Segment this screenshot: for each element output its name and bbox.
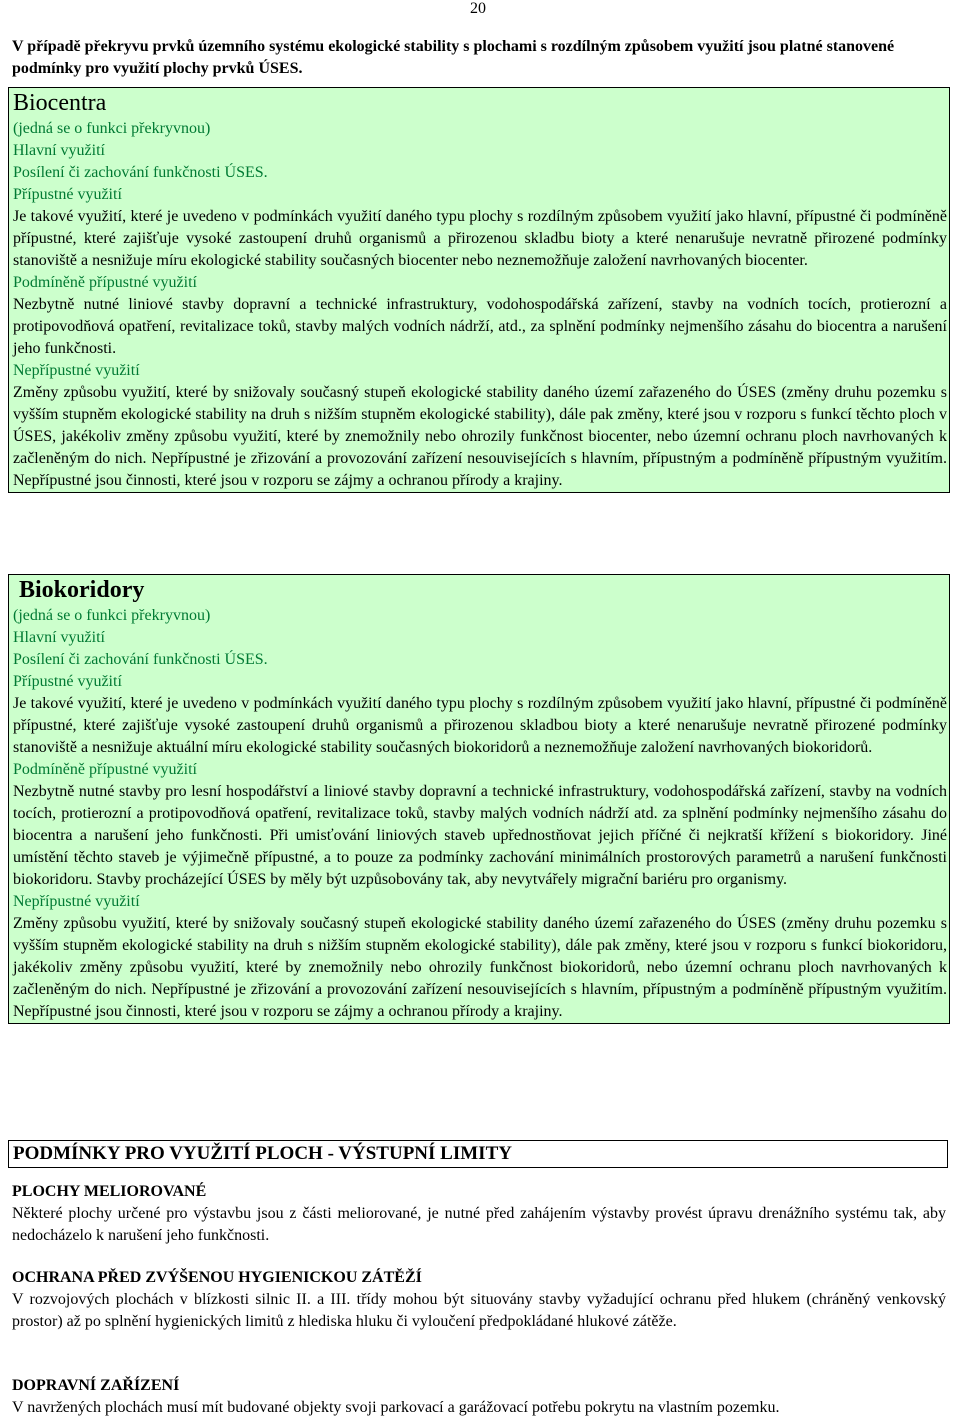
biocentra-allowed-text: Je takové využití, které je uvedeno v podmínkách využití daného typu plochy s rozdílným způsobem využití jako hlavní, přípustné či podmíněně přípustné, které zajišťuje vysoké zastoupení druhů organismů a přirozenou skladbu bioty a které nenarušuje nevratně přirozené podmínky stanoviště a nesnižuje míru ekologické stability současných biocenter nebo neznemožňuje založení navrhovaných biocenter. bbox=[13, 208, 947, 269]
intro-paragraph: V případě překryvu prvků územního systému ekologické stability s plochami s rozdílným způsobem využití jsou platné stanovené podmínky pro využití plochy prvků ÚSES. bbox=[12, 38, 895, 77]
biocentra-conditional-text: Nezbytně nutné liniové stavby dopravní a technické infrastruktury, vodohospodářská zařízení, stavby na vodních tocích, protierozní a protipovodňová opatření, revitalizace toků, stavby malých vodních nádrží, atd., za splnění podmínky nejmenšího zásahu do biocentra a narušení jeho funkčnosti. bbox=[13, 296, 947, 357]
biocentra-forbidden-text: Změny způsobu využití, které by snižovaly současný stupeň ekologické stability daného území zařazeného do ÚSES (změny druhu pozemku s vyšším stupněm ekologické stability na druh s nižším stupněm ekologické stability), dále pak změny, které jsou v rozporu s funkcí těchto ploch v ÚSES, jakékoliv změny způsobu využití, které by znemožnily nebo ohrozily funkčnost biocenter, nebo územní ochranu ploch navrhovaných k začleněným do nich. Nepřípustné je zřizování a provozování zařízení nesouvisejících s hlavním, přípustným a podmíněně přípustným využitím. Nepřípustné jsou činnosti, které jsou v rozporu se zájmy a ochranou přírody a krajiny. bbox=[13, 384, 947, 489]
biokoridory-forbidden-label: Nepřípustné využití bbox=[13, 893, 140, 910]
section-hygiene bbox=[12, 1267, 946, 1333]
biocentra-box bbox=[8, 87, 950, 493]
section-title: DOPRAVNÍ ZAŘÍZENÍ bbox=[12, 1377, 180, 1394]
section-text: V navržených plochách musí mít budované objekty svoji parkovací a garážovací potřebu pokrytu na vlastním pozemku. bbox=[12, 1399, 780, 1416]
biokoridory-title: Biokoridory bbox=[19, 577, 145, 603]
section-meliorated bbox=[12, 1181, 946, 1247]
section-traffic bbox=[12, 1375, 946, 1419]
section-text: Některé plochy určené pro výstavbu jsou z části meliorované, je nutné před zahájením výstavby provést úpravu drenážního systému tak, aby nedocházelo k narušení jeho funkčnosti. bbox=[12, 1205, 946, 1244]
biokoridory-conditional-text: Nezbytně nutné stavby pro lesní hospodářství a liniové stavby dopravní a technické infrastruktury, vodohospodářská zařízení, stavby na vodních tocích, protierozní a protipovodňová opatření, revitalizace toků, stavby malých vodních nádrží atd. za splnění podmínky nejmenšího zásahu do biocentra a narušení jeho funkčnosti. Při umisťování liniových staveb upřednostňovat jejich příčné či nejkratší křížení s biokoridory. Jiné umístění těchto staveb je výjimečně přípustné, a to pouze za podmínky zachování minimálních prostorových parametrů a narušení funkčnosti biokoridoru. Stavby procházející ÚSES by měly být uzpůsobovány tak, aby nevytvářely migrační bariéru pro organismy. bbox=[13, 783, 947, 888]
biokoridory-main-label: Hlavní využití bbox=[13, 629, 105, 646]
biocentra-conditional-label: Podmíněně přípustné využití bbox=[13, 274, 197, 291]
conditions-title: PODMÍNKY PRO VYUŽITÍ PLOCH - VÝSTUPNÍ LIMITY bbox=[8, 1140, 948, 1168]
biocentra-allowed-label: Přípustné využití bbox=[13, 186, 122, 203]
section-text: V rozvojových plochách v blízkosti silnic II. a III. třídy mohou být situovány stavby vyžadující ochranu před hlukem (chráněný venkovský prostor) až po splnění hygienických limitů z hlediska hluku či vyloučení předpokládané hlukové zátěže. bbox=[12, 1291, 946, 1330]
biocentra-main-label: Hlavní využití bbox=[13, 142, 105, 159]
page-number: 20 bbox=[470, 0, 486, 17]
section-title: OCHRANA PŘED ZVÝŠENOU HYGIENICKOU ZÁTĚŽÍ bbox=[12, 1269, 422, 1286]
biokoridory-box bbox=[8, 574, 950, 1024]
biokoridory-conditional-label: Podmíněně přípustné využití bbox=[13, 761, 197, 778]
biokoridory-allowed-text: Je takové využití, které je uvedeno v podmínkách využití daného typu plochy s rozdílným způsobem využití jako hlavní, přípustné či podmíněně přípustné, které zajišťuje vysoké zastoupení druhů organismů a přirozenou skladbou bioty a které nenarušuje nevratně přirozené podmínky stanoviště a nesnižuje aktuální míru ekologické stability současných biokoridorů a neznemožňuje založení navrhovaných biokoridorů. bbox=[13, 695, 947, 756]
biokoridory-main-text: Posílení či zachování funkčnosti ÚSES. bbox=[13, 651, 268, 668]
biokoridory-note: (jedná se o funkci překryvnou) bbox=[13, 607, 211, 624]
biocentra-forbidden-label: Nepřípustné využití bbox=[13, 362, 140, 379]
biocentra-main-text: Posílení či zachování funkčnosti ÚSES. bbox=[13, 164, 268, 181]
biokoridory-forbidden-text: Změny způsobu využití, které by snižovaly současný stupeň ekologické stability daného území zařazeného do ÚSES (změny druhu pozemku s vyšším stupněm ekologické stability na druh s nižším stupněm ekologické stability), dále pak změny, které jsou v rozporu s funkcí biokoridoru, jakékoliv změny způsobu využití, které by znemožnily nebo ohrozily funkčnost biokoridorů, nebo územní ochranu ploch navrhovaných k začleněným do nich. Nepřípustné je zřizování a provozování zařízení nesouvisejících s hlavním, přípustným a podmíněně přípustným využitím. Nepřípustné jsou činnosti, které jsou v rozporu se zájmy a ochranou přírody a krajiny. bbox=[13, 915, 947, 1020]
biocentra-title: Biocentra bbox=[13, 90, 107, 116]
biocentra-note: (jedná se o funkci překryvnou) bbox=[13, 120, 211, 137]
biokoridory-allowed-label: Přípustné využití bbox=[13, 673, 122, 690]
section-title: PLOCHY MELIOROVANÉ bbox=[12, 1183, 207, 1200]
